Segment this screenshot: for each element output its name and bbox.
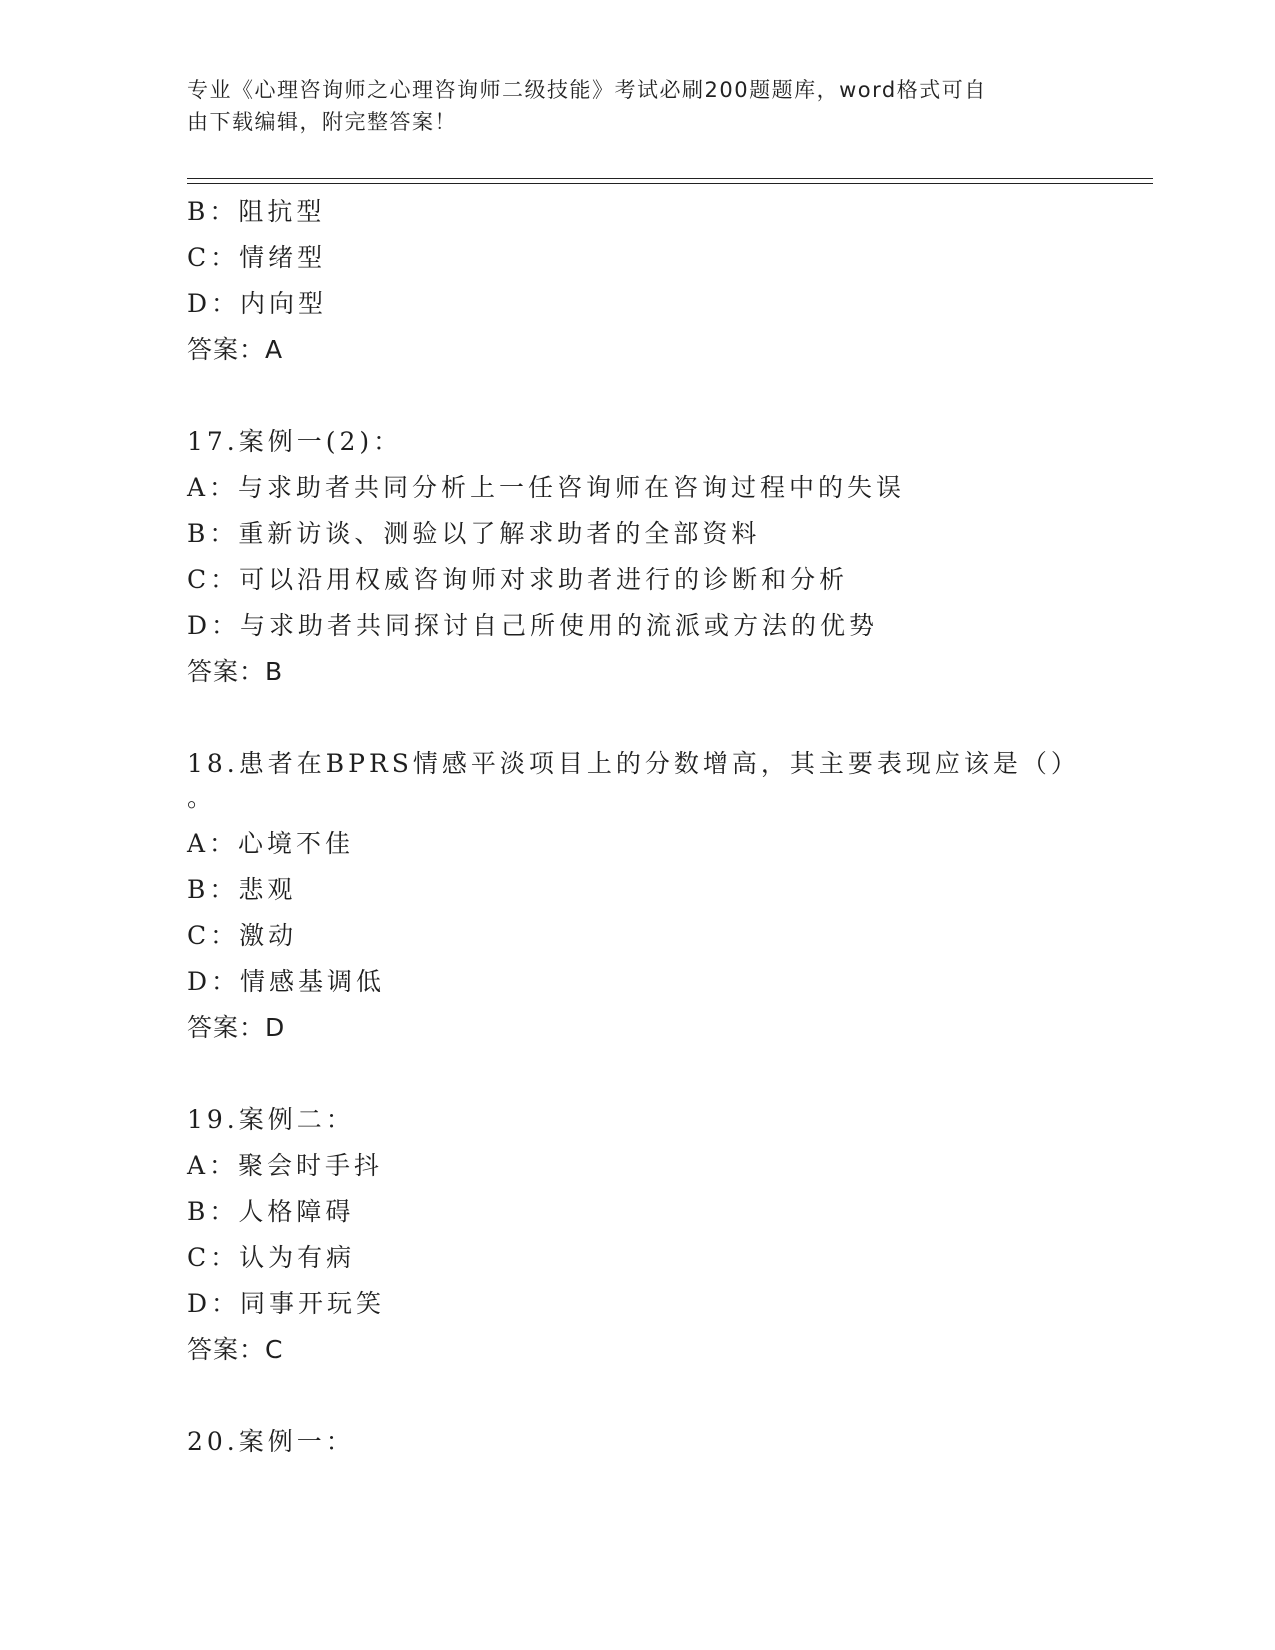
option-d: D：与求助者共同探讨自己所使用的流派或方法的优势 [187,611,879,640]
option-c: C：激动 [187,921,298,950]
option-b: B：重新访谈、测验以了解求助者的全部资料 [187,519,761,548]
option-d: D：情感基调低 [187,967,386,996]
answer: 答案：A [187,335,284,364]
option-c: C：认为有病 [187,1243,356,1272]
spacer [187,1051,1087,1097]
option-d: D：同事开玩笑 [187,1289,386,1318]
option-a: A：心境不佳 [187,829,355,858]
option-c: C：可以沿用权威咨询师对求助者进行的诊断和分析 [187,565,849,594]
answer: 答案：D [187,1013,286,1042]
question-stem-continuation: 。 [187,783,217,812]
question-stem: 17.案例一(2)： [187,427,403,456]
option-b: B：人格障碍 [187,1197,355,1226]
question-stem: 20.案例一： [187,1427,355,1456]
answer: 答案：B [187,657,284,686]
option-a: A：与求助者共同分析上一任咨询师在咨询过程中的失误 [187,473,906,502]
header-divider-top [187,178,1153,179]
option-b: B：悲观 [187,875,297,904]
option-c: C：情绪型 [187,243,327,272]
question-19 [187,1097,1087,1373]
header-divider-bottom [187,183,1153,184]
question-stem: 18.患者在BPRS情感平淡项目上的分数增高，其主要表现应该是（） [187,749,1080,778]
header-line-1: 专业《心理咨询师之心理咨询师二级技能》考试必刷200题题库，word格式可自 [187,78,987,102]
spacer [187,695,1087,741]
question-20 [187,1419,1087,1465]
answer: 答案：C [187,1335,284,1364]
question-18 [187,741,1087,1051]
option-a: A：聚会时手抖 [187,1151,384,1180]
document-header [187,74,1067,138]
option-b: B：阻抗型 [187,197,326,226]
question-stem: 19.案例二： [187,1105,355,1134]
question-16 [187,189,1087,373]
spacer [187,1373,1087,1419]
header-line-2: 由下载编辑，附完整答案！ [187,110,457,134]
question-list [187,189,1087,1465]
option-d: D：内向型 [187,289,328,318]
spacer [187,373,1087,419]
question-17 [187,419,1087,695]
